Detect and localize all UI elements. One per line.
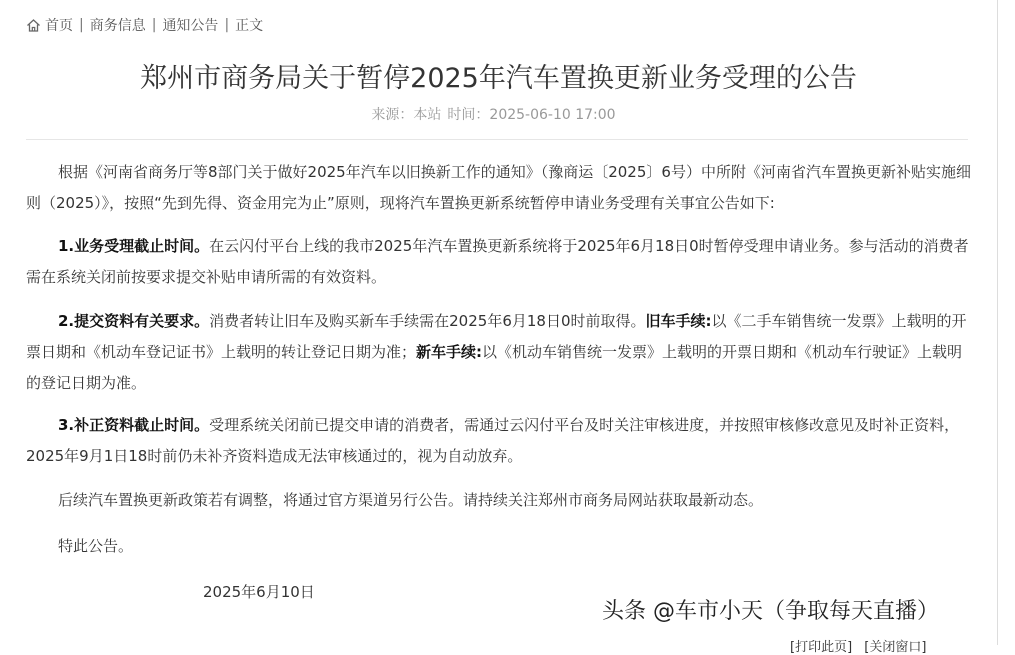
- item-3-paragraph: [26, 410, 971, 472]
- breadcrumb-notices-link[interactable]: 通知公告: [162, 18, 219, 34]
- right-border: [997, 0, 998, 645]
- item-2-text-c: 以《机动车销售统一发票》上载明的开票日期和《机动车行驶证》上载明的登记日期为准。: [26, 343, 963, 392]
- item-1-text: 在云闪付平台上线的我市2025年汽车置换更新系统将于2025年6月18日0时暂停受理申请业务。参与活动的消费者需在系统关闭前按要求提交补贴申请所需的有效资料。: [26, 237, 969, 286]
- intro-paragraph: 根据《河南省商务厅等8部门关于做好2025年汽车以旧换新工作的通知》（豫商运〔2025〕6号）中所附《河南省汽车置换更新补贴实施细则（2025）》，按照“先到先得、资金用完为止”原则，现将汽车置换更新系统暂停申请业务受理有关事宜公告如下:: [26, 163, 971, 212]
- breadcrumb-separator: |: [224, 17, 230, 33]
- breadcrumb-business-info-link[interactable]: 商务信息: [89, 18, 146, 34]
- closing-paragraph: 特此公告。: [58, 537, 134, 555]
- item-1-paragraph: [26, 231, 971, 293]
- old-car-label: 旧车手续:: [645, 312, 712, 330]
- title-divider: [26, 139, 968, 140]
- item-2-text-b: 以《二手车销售统一发票》上载明的开票日期和《机动车登记证书》上载明的转让登记日期为准；: [26, 312, 967, 361]
- article-meta: [0, 104, 987, 124]
- item-2-heading: 2.提交资料有关要求。: [58, 312, 210, 330]
- close-window-link[interactable]: [关闭窗口]: [864, 640, 927, 655]
- item-3-text: 受理系统关闭前已提交申请的消费者，需通过云闪付平台及时关注审核进度，并按照审核修改意见及时补正资料，2025年9月1日18时前仍未补齐资料造成无法审核通过的，视为自动放弃。: [26, 416, 960, 465]
- breadcrumb-current: 正文: [235, 18, 264, 34]
- item-2-paragraph: [26, 306, 971, 399]
- signature-date: 2025年6月10日: [203, 583, 315, 601]
- breadcrumb-separator: |: [151, 17, 157, 33]
- item-2-text-a: 消费者转让旧车及购买新车手续需在2025年6月18日0时前取得。: [209, 312, 646, 330]
- breadcrumb-separator: |: [79, 17, 84, 33]
- item-1-heading: 1.业务受理截止时间。: [58, 237, 210, 255]
- watermark: 头条 @车市小天（争取每天直播）: [602, 599, 939, 624]
- article-time: 时间：2025-06-10 17:00: [447, 107, 616, 123]
- home-icon[interactable]: [26, 18, 41, 33]
- followup-paragraph: 后续汽车置换更新政策若有调整，将通过官方渠道另行公告。请持续关注郑州市商务局网站获取最新动态。: [58, 491, 764, 509]
- print-link[interactable]: [打印此页]: [790, 640, 853, 655]
- footer-links: [790, 636, 934, 655]
- breadcrumb-home-link[interactable]: 首页: [45, 18, 73, 34]
- new-car-label: 新车手续:: [416, 343, 483, 361]
- breadcrumb: [26, 14, 263, 36]
- article-title: 郑州市商务局关于暂停2025年汽车置换更新业务受理的公告: [140, 63, 857, 94]
- item-3-heading: 3.补正资料截止时间。: [58, 416, 210, 434]
- article-source: 来源：本站: [371, 107, 442, 123]
